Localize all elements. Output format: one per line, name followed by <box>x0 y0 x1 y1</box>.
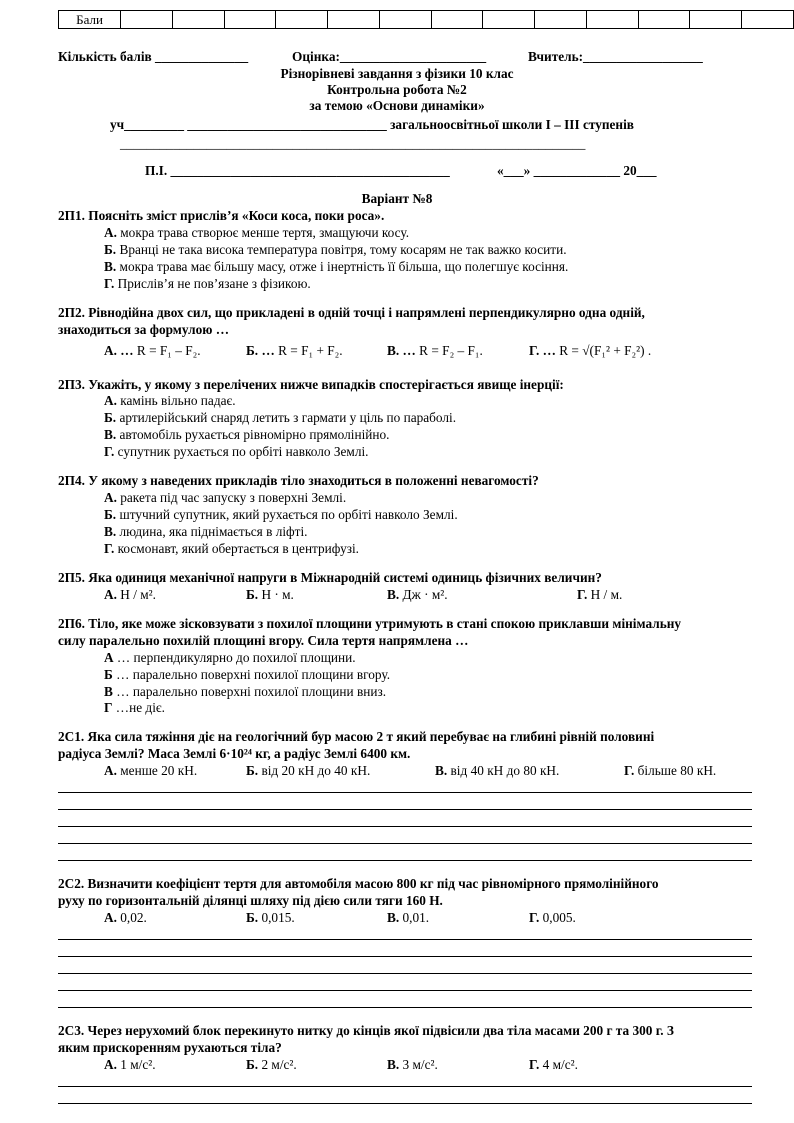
answer-letter: Г. … <box>529 343 556 358</box>
answer-text: артилерійський снаряд летить з гармати у ціль по параболі. <box>116 410 457 425</box>
score-cell[interactable] <box>276 11 328 29</box>
worksheet-title: Різнорівневі завдання з фізики 10 клас <box>280 66 514 81</box>
answer-letter: Б. <box>246 587 259 602</box>
answer-option[interactable] <box>246 343 343 359</box>
answer-letter: Г. <box>104 541 115 556</box>
test-title: Контрольна робота №2 <box>327 82 467 97</box>
answer-option[interactable] <box>387 343 483 359</box>
answer-option[interactable] <box>104 507 458 523</box>
answer-letter: А. <box>104 490 117 505</box>
score-cell[interactable] <box>379 11 431 29</box>
answer-text: 0,02. <box>116 910 147 925</box>
answer-line[interactable] <box>58 1103 752 1104</box>
question-text: радіуса Землі? Маса Землі 6·10²⁴ кг, а радіус Землі 6400 км. <box>58 746 411 761</box>
answer-letter: Б. <box>104 242 117 257</box>
answer-letter: Г. <box>624 763 635 778</box>
answer-letter: В. <box>104 524 117 539</box>
question-text: 2П1. Поясніть зміст прислів’я «Коси коса, поки роса». <box>58 208 385 223</box>
answer-text: 0,015. <box>258 910 295 925</box>
answer-line[interactable] <box>58 843 752 844</box>
answer-option[interactable] <box>529 1057 578 1073</box>
score-cell[interactable] <box>483 11 535 29</box>
answer-line[interactable] <box>58 990 752 991</box>
answer-text: автомобіль рухається рівномірно прямолінійно. <box>116 427 390 442</box>
question-text: яким прискоренням рухаються тіла? <box>58 1040 282 1055</box>
answer-text: Вранці не така висока температура повітря, тому косарям не так важко косити. <box>116 242 567 257</box>
answer-line[interactable] <box>58 973 752 974</box>
answer-letter: А. <box>104 587 117 602</box>
answer-text: … перпендикулярно до похилої площини. <box>113 650 356 665</box>
question-text: силу паралельно похилій площині вгору. Сила тертя напрямлена … <box>58 633 469 648</box>
answer-text: Н / м. <box>587 587 623 602</box>
answer-option[interactable] <box>529 910 576 926</box>
question-text: 2С2. Визначити коефіцієнт тертя для автомобіля масою 800 кг під час рівномірного прямолінійного <box>58 876 659 891</box>
answer-text: Прислів’я не пов’язане з фізикою. <box>114 276 311 291</box>
answer-option[interactable] <box>104 650 356 666</box>
answer-letter: Г. <box>104 444 115 459</box>
answer-letter: Б. <box>246 910 259 925</box>
answer-option[interactable] <box>104 276 311 292</box>
answer-text: Дж · м². <box>399 587 448 602</box>
answer-letter: В. <box>387 587 400 602</box>
answer-text: 4 м/с². <box>539 1057 578 1072</box>
score-cell[interactable] <box>690 11 742 29</box>
answer-text: R = <box>555 343 583 358</box>
answer-letter: А. <box>104 1057 117 1072</box>
student-name-field[interactable]: П.І. __________________________________________ <box>145 163 450 178</box>
answer-option[interactable] <box>435 763 559 779</box>
answer-option[interactable] <box>577 587 622 603</box>
answer-option[interactable] <box>387 587 448 603</box>
answer-text: 2 м/с². <box>258 1057 297 1072</box>
question-text: 2П6. Тіло, яке може зісковзувати з похилої площини утримують в стані спокою приклавши мінімальну <box>58 616 682 631</box>
question-text: 2П3. Укажіть, у якому з перелічених нижче випадків спостерігається явище інерції: <box>58 377 564 392</box>
answer-text: … паралельно поверхні похилої площини вгору. <box>112 667 391 682</box>
answer-letter: А. … <box>104 343 134 358</box>
answer-text: мокра трава створює менше тертя, змащуючи косу. <box>116 225 410 240</box>
score-label: Бали <box>59 11 121 29</box>
answer-letter: Г. <box>529 910 540 925</box>
answer-option[interactable] <box>104 490 346 506</box>
answer-option[interactable] <box>104 343 201 359</box>
answer-text: менше 20 кН. <box>116 763 198 778</box>
date-field[interactable]: «___» _____________ 20___ <box>497 163 657 178</box>
answer-text: мокра трава має більшу масу, отже і інертність її більша, що полегшує косіння. <box>116 259 569 274</box>
answer-text: … паралельно поверхні похилої площини вниз. <box>112 684 387 699</box>
score-table <box>58 10 794 29</box>
answer-letter: В. <box>104 427 117 442</box>
answer-letter: В. <box>435 763 448 778</box>
answer-option[interactable] <box>104 910 147 926</box>
answer-text: R = F₂ – F₁. <box>415 343 483 358</box>
answer-letter: В <box>104 684 113 699</box>
answer-option[interactable] <box>104 524 307 540</box>
school-field-continuation[interactable]: ______________________________________________________________________ <box>120 136 586 151</box>
answer-text: від 20 кН до 40 кН. <box>258 763 371 778</box>
answer-line[interactable] <box>58 1007 752 1008</box>
answer-text: камінь вільно падає. <box>116 393 236 408</box>
answer-text: Н · м. <box>258 587 294 602</box>
answer-letter: Б. <box>104 410 117 425</box>
answer-option[interactable] <box>104 1057 156 1073</box>
answer-option[interactable] <box>387 1057 438 1073</box>
answer-option[interactable] <box>104 587 156 603</box>
answer-option[interactable] <box>104 393 236 409</box>
teacher-field[interactable]: Вчитель:__________________ <box>528 49 703 64</box>
answer-letter: Г <box>104 700 113 715</box>
question-text: 2П2. Рівнодійна двох сил, що прикладені в одній точці і напрямлені перпендикулярно одна одній, <box>58 305 645 320</box>
answer-letter: А. <box>104 763 117 778</box>
answer-option[interactable] <box>246 587 294 603</box>
answer-letter: Б. … <box>246 343 275 358</box>
score-cell[interactable] <box>742 11 794 29</box>
topic-title: за темою «Основи динаміки» <box>309 98 485 113</box>
score-cell[interactable] <box>172 11 224 29</box>
question-text: 2П5. Яка одиниця механічної напруги в Міжнародній системі одиниць фізичних величин? <box>58 570 602 585</box>
question-text: руху по горизонтальній ділянці шляху під дією сили тяги 160 Н. <box>58 893 443 908</box>
answer-text: 0,01. <box>399 910 430 925</box>
answer-option[interactable] <box>104 700 165 716</box>
answer-option[interactable] <box>387 910 429 926</box>
question-text: 2П4. У якому з наведених прикладів тіло знаходиться в положенні невагомості? <box>58 473 539 488</box>
question-text: знаходиться за формулою … <box>58 322 230 337</box>
answer-line[interactable] <box>58 792 752 793</box>
variant-title: Варіант №8 <box>361 191 433 206</box>
answer-line[interactable] <box>58 956 752 957</box>
answer-option[interactable] <box>104 763 197 779</box>
answer-option[interactable] <box>246 763 370 779</box>
answer-letter: А. <box>104 910 117 925</box>
answer-option[interactable] <box>104 427 389 443</box>
answer-option[interactable] <box>104 242 567 258</box>
answer-text: 1 м/с². <box>116 1057 156 1072</box>
answer-letter: А. <box>104 393 117 408</box>
answer-letter: Б <box>104 667 113 682</box>
score-cell[interactable] <box>328 11 380 29</box>
answer-option[interactable] <box>104 444 368 460</box>
answer-option[interactable] <box>104 259 568 275</box>
answer-letter: В. … <box>387 343 416 358</box>
answer-option[interactable] <box>246 910 295 926</box>
answer-line[interactable] <box>58 826 752 827</box>
question-text: 2С1. Яка сила тяжіння діє на геологічний бур масою 2 т який перебуває на глибині рівній половині <box>58 729 655 744</box>
answer-text: більше 80 кН. <box>634 763 717 778</box>
answer-text: …не діє. <box>112 700 165 715</box>
answer-letter: Б. <box>104 507 117 522</box>
answer-text: Н / м². <box>116 587 156 602</box>
answer-text: людина, яка піднімається в ліфті. <box>116 524 308 539</box>
answer-letter: В. <box>387 910 400 925</box>
answer-letter: Г. <box>577 587 588 602</box>
question-text: 2С3. Через нерухомий блок перекинуто нитку до кінців якої підвісили два тіла масами 200 г та 300 г. З <box>58 1023 674 1038</box>
answer-option[interactable] <box>246 1057 297 1073</box>
answer-option[interactable] <box>104 667 390 683</box>
answer-text: штучний супутник, який рухається по орбіті навколо Землі. <box>116 507 458 522</box>
answer-letter: Г. <box>529 1057 540 1072</box>
answer-text: космонавт, який обертається в центрифузі. <box>114 541 359 556</box>
answer-letter: В. <box>387 1057 400 1072</box>
answer-line[interactable] <box>58 939 752 940</box>
answer-text: R = F₁ – F₂. <box>133 343 201 358</box>
score-cell[interactable] <box>224 11 276 29</box>
answer-option[interactable] <box>104 225 409 241</box>
answer-letter: Б. <box>246 1057 259 1072</box>
score-count-field[interactable]: Кількість балів ______________ <box>58 49 249 64</box>
answer-text: супутник рухається по орбіті навколо Землі. <box>114 444 369 459</box>
answer-option[interactable] <box>529 343 651 359</box>
score-cell[interactable] <box>535 11 587 29</box>
answer-letter: А. <box>104 225 117 240</box>
answer-text: ракета під час запуску з поверхні Землі. <box>116 490 347 505</box>
score-cell[interactable] <box>121 11 173 29</box>
answer-option[interactable] <box>104 684 386 700</box>
answer-line[interactable] <box>58 860 752 861</box>
answer-line[interactable] <box>58 809 752 810</box>
score-cell[interactable] <box>431 11 483 29</box>
answer-letter: Б. <box>246 763 259 778</box>
answer-option[interactable] <box>624 763 716 779</box>
answer-option[interactable] <box>104 410 456 426</box>
school-field[interactable]: уч_________ ______________________________ загальноосвітньої школи І – ІІІ ступенів <box>110 117 634 132</box>
answer-letter: Г. <box>104 276 115 291</box>
answer-text: від 40 кН до 80 кН. <box>447 763 560 778</box>
score-cell[interactable] <box>586 11 638 29</box>
sqrt-formula: √(F₁² + F₂²) . <box>582 343 652 358</box>
answer-letter: А <box>104 650 114 665</box>
answer-line[interactable] <box>58 1086 752 1087</box>
answer-text: 3 м/с². <box>399 1057 438 1072</box>
answer-option[interactable] <box>104 541 359 557</box>
answer-text: R = F₁ + F₂. <box>274 343 343 358</box>
answer-letter: В. <box>104 259 117 274</box>
score-cell[interactable] <box>638 11 690 29</box>
grade-field[interactable]: Оцінка:______________________ <box>292 49 487 64</box>
answer-text: 0,005. <box>539 910 576 925</box>
